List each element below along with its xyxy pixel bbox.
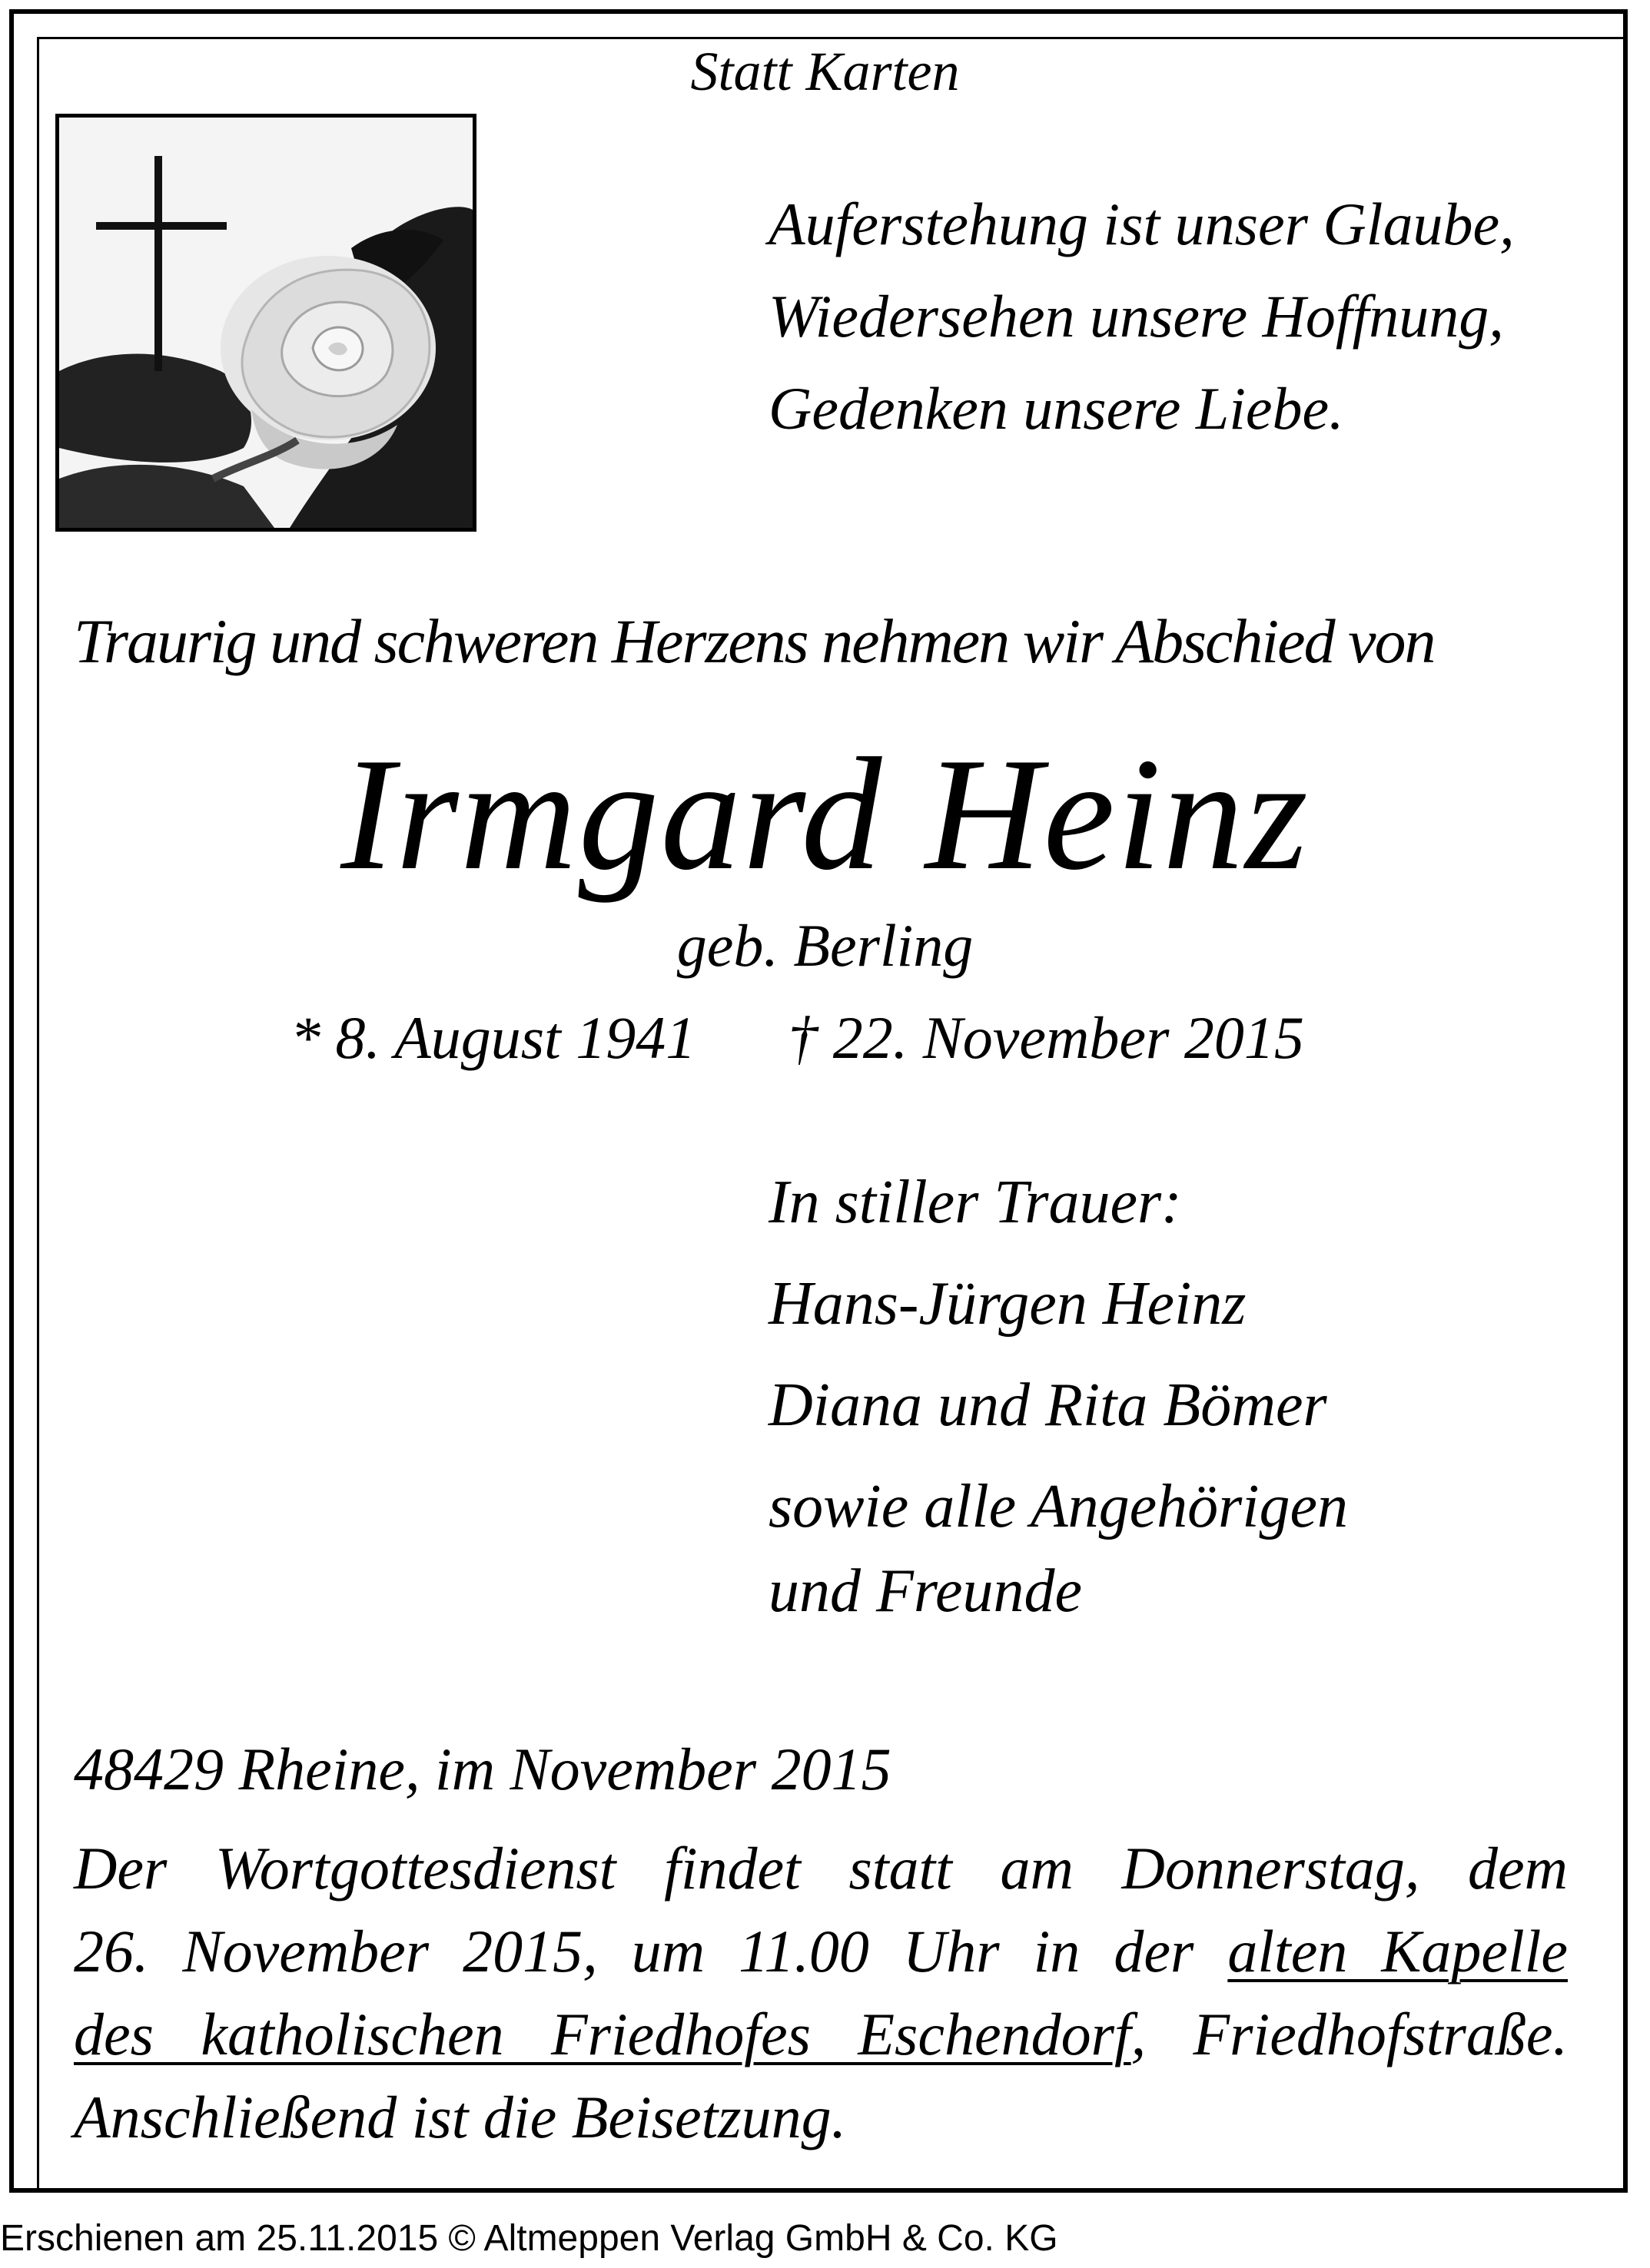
statt-karten-heading: Statt Karten	[690, 41, 960, 102]
service-line	[74, 1993, 1568, 2076]
mourner-name: und Freunde	[769, 1557, 1083, 1625]
life-dates	[290, 1003, 1304, 1073]
mourners-heading: In stiller Trauer:	[769, 1169, 1182, 1236]
intro-text: Traurig und schweren Herzens nehmen wir Abschied von	[74, 606, 1435, 676]
born-name: geb. Berling	[676, 912, 974, 979]
mourners-block	[769, 1168, 1348, 1641]
motto-line: Auferstehung ist unser Glaube,	[769, 191, 1515, 257]
chapel-location: alten Kapelle	[1227, 1918, 1568, 1984]
service-notice	[74, 1827, 1568, 2159]
service-text: 26. November 2015, um 11.00 Uhr in der	[74, 1918, 1228, 1984]
death-date: † 22. November 2015	[788, 1004, 1304, 1071]
mourner-name: Diana und Rita Bömer	[769, 1371, 1327, 1439]
cemetery-location: des katholischen Friedhofes Eschendorf	[74, 2001, 1131, 2067]
place-date: 48429 Rheine, im November 2015	[74, 1736, 891, 1802]
service-line	[74, 1910, 1568, 1993]
service-line: Der Wortgottesdienst findet statt am Donnerstag, dem	[74, 1835, 1568, 1902]
motto-line: Gedenken unsere Liebe.	[769, 375, 1344, 442]
motto-line: Wiedersehen unsere Hoffnung,	[769, 283, 1504, 350]
deceased-name: Irmgard Heinz	[340, 725, 1310, 904]
birth-date: * 8. August 1941	[290, 1004, 696, 1071]
service-text: , Friedhofstraße.	[1130, 2001, 1568, 2067]
cross-and-rose-icon	[55, 114, 476, 532]
service-line: Anschließend ist die Beisetzung.	[74, 2084, 847, 2150]
publication-footer: Erschienen am 25.11.2015 © Altmeppen Verlag GmbH & Co. KG	[0, 2218, 1058, 2259]
motto-verse	[769, 178, 1515, 455]
mourner-name: sowie alle Angehörigen	[769, 1473, 1348, 1540]
mourner-name: Hans-Jürgen Heinz	[769, 1270, 1247, 1338]
